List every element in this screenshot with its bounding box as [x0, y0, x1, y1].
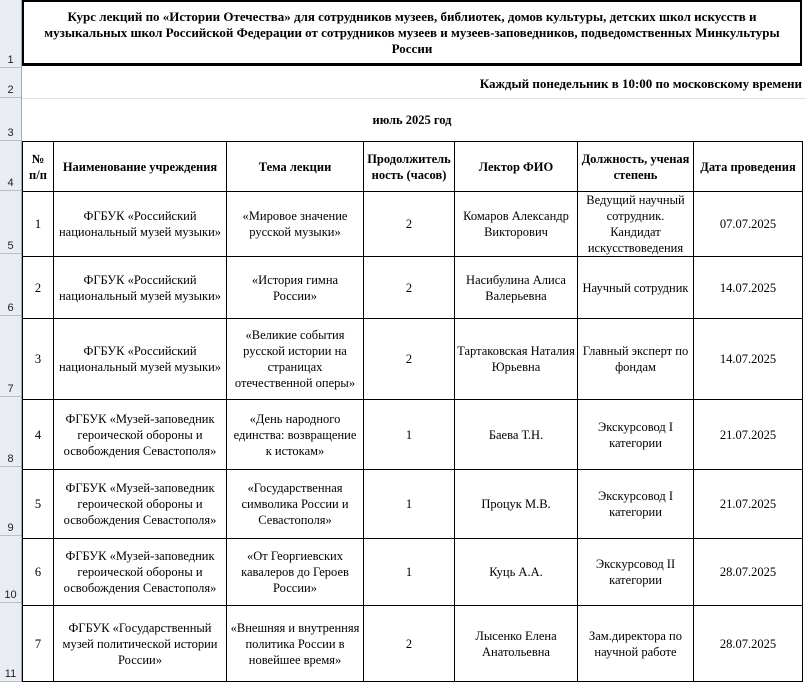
cell-num[interactable]: 4: [23, 400, 54, 470]
row-number[interactable]: 3: [0, 98, 21, 141]
cell-date[interactable]: 21.07.2025: [694, 400, 803, 470]
row-number[interactable]: 6: [0, 254, 21, 316]
cell-num[interactable]: 3: [23, 319, 54, 400]
cell-hours[interactable]: 1: [364, 400, 455, 470]
cell-position[interactable]: Главный эксперт по фондам: [578, 319, 694, 400]
cell-org[interactable]: ФГБУК «Музей-заповедник героической обороны и освобождения Севастополя»: [54, 400, 227, 470]
cell-num[interactable]: 7: [23, 606, 54, 682]
col-header-topic[interactable]: Тема лекции: [227, 142, 364, 192]
spreadsheet-grid: [22, 0, 806, 682]
col-header-num[interactable]: № п/п: [23, 142, 54, 192]
cell-position[interactable]: Ведущий научный сотрудник. Кандидат искусствоведения: [578, 192, 694, 257]
cell-topic[interactable]: «День народного единства: возвращение к истокам»: [227, 400, 364, 470]
cell-lecturer[interactable]: Тартаковская Наталия Юрьевна: [455, 319, 578, 400]
cell-hours[interactable]: 2: [364, 606, 455, 682]
row-number[interactable]: 10: [0, 536, 21, 603]
cell-date[interactable]: 28.07.2025: [694, 606, 803, 682]
lecture-table: [22, 141, 803, 682]
row-number[interactable]: 11: [0, 603, 21, 682]
cell-lecturer[interactable]: Баева Т.Н.: [455, 400, 578, 470]
cell-org[interactable]: ФГБУК «Музей-заповедник героической обороны и освобождения Севастополя»: [54, 470, 227, 539]
document-title[interactable]: Курс лекций по «Истории Отечества» для сотрудников музеев, библиотек, домов культуры, детских школ искусств и музыкальных школ Российской Федерации от сотрудников музеев и музеев-заповедников, подведомственных Минкультуры России: [22, 0, 802, 66]
cell-lecturer[interactable]: Процук М.В.: [455, 470, 578, 539]
cell-org[interactable]: ФГБУК «Музей-заповедник героической обороны и освобождения Севастополя»: [54, 539, 227, 606]
cell-lecturer[interactable]: Комаров Александр Викторович: [455, 192, 578, 257]
cell-hours[interactable]: 2: [364, 319, 455, 400]
cell-org[interactable]: ФГБУК «Государственный музей политической истории России»: [54, 606, 227, 682]
col-header-hours[interactable]: Продолжительность (часов): [364, 142, 455, 192]
cell-date[interactable]: 21.07.2025: [694, 470, 803, 539]
table-row: [23, 539, 803, 606]
cell-hours[interactable]: 1: [364, 539, 455, 606]
cell-hours[interactable]: 2: [364, 257, 455, 319]
cell-topic[interactable]: «Мировое значение русской музыки»: [227, 192, 364, 257]
cell-position[interactable]: Научный сотрудник: [578, 257, 694, 319]
table-row: [23, 606, 803, 682]
cell-date[interactable]: 14.07.2025: [694, 257, 803, 319]
cell-org[interactable]: ФГБУК «Российский национальный музей музыки»: [54, 319, 227, 400]
cell-position[interactable]: Экскурсовод II категории: [578, 539, 694, 606]
month-heading[interactable]: июль 2025 год: [372, 112, 452, 127]
table-row: [23, 400, 803, 470]
cell-num[interactable]: 2: [23, 257, 54, 319]
cell-lecturer[interactable]: Лысенко Елена Анатольевна: [455, 606, 578, 682]
table-row: [23, 319, 803, 400]
cell-topic[interactable]: «Государственная символика России и Севастополя»: [227, 470, 364, 539]
header-row: [23, 142, 803, 192]
cell-hours[interactable]: 2: [364, 192, 455, 257]
cell-org[interactable]: ФГБУК «Российский национальный музей музыки»: [54, 257, 227, 319]
cell-topic[interactable]: «Великие события русской истории на страницах отечественной оперы»: [227, 319, 364, 400]
row-number[interactable]: 1: [0, 0, 21, 68]
row-number[interactable]: 5: [0, 191, 21, 254]
col-header-date[interactable]: Дата проведения: [694, 142, 803, 192]
row-number[interactable]: 4: [0, 141, 21, 191]
col-header-position[interactable]: Должность, ученая степень: [578, 142, 694, 192]
cell-org[interactable]: ФГБУК «Российский национальный музей музыки»: [54, 192, 227, 257]
cell-lecturer[interactable]: Куць А.А.: [455, 539, 578, 606]
cell-position[interactable]: Зам.директора по научной работе: [578, 606, 694, 682]
col-header-lecturer[interactable]: Лектор ФИО: [455, 142, 578, 192]
table-row: [23, 257, 803, 319]
row-number[interactable]: 7: [0, 316, 21, 397]
cell-position[interactable]: Экскурсовод I категории: [578, 400, 694, 470]
cell-lecturer[interactable]: Насибулина Алиса Валерьевна: [455, 257, 578, 319]
cell-num[interactable]: 1: [23, 192, 54, 257]
cell-num[interactable]: 5: [23, 470, 54, 539]
row-number[interactable]: 9: [0, 467, 21, 536]
table-row: [23, 192, 803, 257]
cell-date[interactable]: 28.07.2025: [694, 539, 803, 606]
cell-topic[interactable]: «Внешняя и внутренняя политика России в новейшее время»: [227, 606, 364, 682]
col-header-org[interactable]: Наименование учреждения: [54, 142, 227, 192]
cell-topic[interactable]: «От Георгиевских кавалеров до Героев России»: [227, 539, 364, 606]
table-row: [23, 470, 803, 539]
cell-topic[interactable]: «История гимна России»: [227, 257, 364, 319]
row-number[interactable]: 2: [0, 68, 21, 98]
row-number[interactable]: 8: [0, 397, 21, 467]
cell-date[interactable]: 14.07.2025: [694, 319, 803, 400]
cell-position[interactable]: Экскурсовод I категории: [578, 470, 694, 539]
cell-date[interactable]: 07.07.2025: [694, 192, 803, 257]
cell-num[interactable]: 6: [23, 539, 54, 606]
row-header-column: [0, 0, 22, 682]
schedule-note[interactable]: Каждый понедельник в 10:00 по московскому времени: [479, 76, 802, 91]
cell-hours[interactable]: 1: [364, 470, 455, 539]
